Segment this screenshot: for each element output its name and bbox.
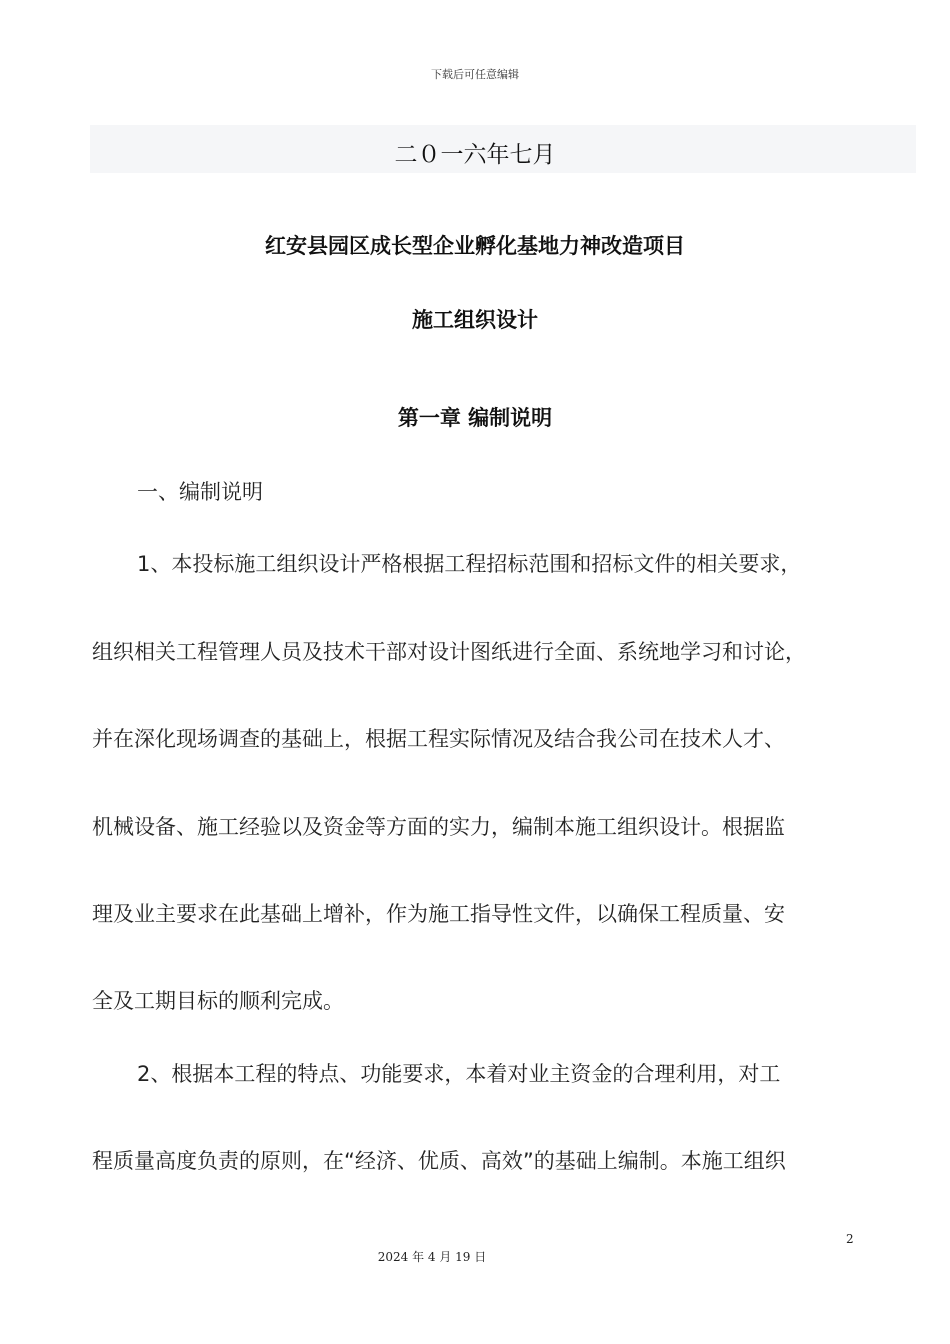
section-heading: 一、编制说明 — [137, 480, 263, 504]
body-line-1: 1、本投标施工组织设计严格根据工程招标范围和招标文件的相关要求， — [137, 552, 802, 576]
project-title: 红安县园区成长型企业孵化基地力神改造项目 — [265, 234, 685, 258]
body-line-8: 程质量高度负责的原则，在“经济、优质、高效”的基础上编制。本施工组织 — [92, 1149, 786, 1173]
header-note: 下载后可任意编辑 — [431, 68, 519, 81]
footer-date: 2024 年 4 月 19 日 — [377, 1250, 487, 1264]
document-title: 施工组织设计 — [412, 308, 538, 332]
body-line-7: 2、根据本工程的特点、功能要求，本着对业主资金的合理利用，对工 — [137, 1062, 781, 1086]
body-line-2: 组织相关工程管理人员及技术干部对设计图纸进行全面、系统地学习和讨论， — [92, 640, 806, 664]
chapter-heading: 第一章 编制说明 — [397, 406, 553, 430]
body-line-3: 并在深化现场调查的基础上，根据工程实际情况及结合我公司在技术人才、 — [92, 727, 785, 751]
body-line-5: 理及业主要求在此基础上增补，作为施工指导性文件，以确保工程质量、安 — [92, 902, 785, 926]
body-line-4: 机械设备、施工经验以及资金等方面的实力，编制本施工组织设计。根据监 — [92, 815, 785, 839]
body-line-6: 全及工期目标的顺利完成。 — [92, 989, 344, 1013]
cover-date: 二０一六年七月 — [394, 142, 556, 168]
page-number: 2 — [846, 1232, 854, 1246]
